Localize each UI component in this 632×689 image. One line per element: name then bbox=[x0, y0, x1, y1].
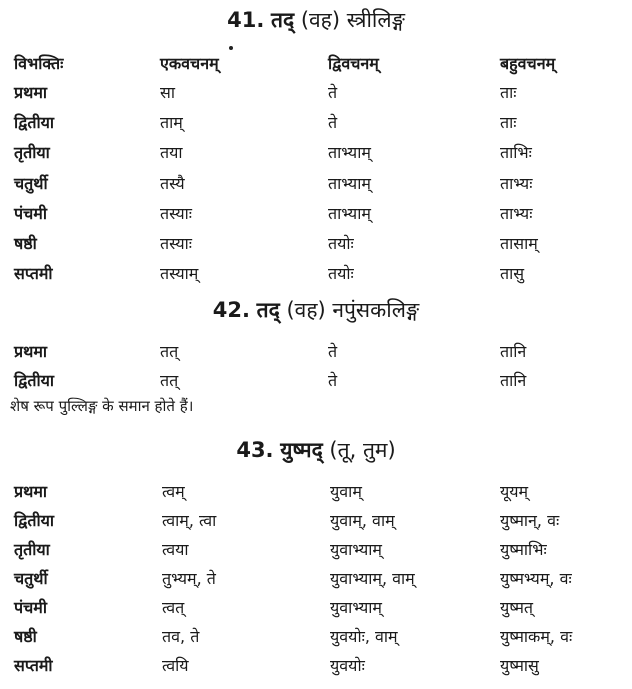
table-row bbox=[0, 654, 632, 678]
dual-form: ते bbox=[328, 83, 338, 102]
dual-form: युवाम्, वाम् bbox=[330, 511, 395, 530]
plural-form: युष्मभ्यम्, वः bbox=[500, 569, 572, 588]
table-row bbox=[0, 81, 632, 105]
plural-form: तानि bbox=[500, 342, 527, 361]
table-header-row bbox=[0, 52, 632, 76]
table-row bbox=[0, 596, 632, 620]
section-42-number: 42. bbox=[212, 298, 250, 322]
remaining-forms-note: शेष रूप पुल्लिङ्ग के समान होते हैं। bbox=[10, 397, 194, 415]
singular-form: त्वाम्, त्वा bbox=[162, 511, 217, 530]
section-42-heading bbox=[0, 296, 632, 324]
table-row bbox=[0, 625, 632, 649]
section-43-word: युष्मद् bbox=[280, 438, 323, 462]
singular-form: त्वत् bbox=[162, 598, 185, 617]
singular-form: तस्याः bbox=[160, 204, 193, 223]
plural-form: ताभ्यः bbox=[500, 204, 533, 223]
table-row bbox=[0, 480, 632, 504]
case-name: द्वितीया bbox=[14, 371, 55, 390]
section-43-heading bbox=[0, 436, 632, 464]
stray-dot-mark bbox=[229, 46, 233, 50]
plural-form: तासाम् bbox=[500, 234, 538, 253]
case-name: पंचमी bbox=[14, 598, 47, 617]
table-row bbox=[0, 340, 632, 364]
dual-form: युवयोः, वाम् bbox=[330, 627, 398, 646]
plural-form: ताः bbox=[500, 113, 517, 132]
dual-form: ताभ्याम् bbox=[328, 204, 371, 223]
case-name: पंचमी bbox=[14, 204, 47, 223]
table-row bbox=[0, 369, 632, 393]
case-name: तृतीया bbox=[14, 143, 50, 162]
plural-form: युष्मत् bbox=[500, 598, 534, 617]
table-row bbox=[0, 111, 632, 135]
dual-form: युवाभ्याम् bbox=[330, 598, 382, 617]
dual-form: युवाभ्याम् bbox=[330, 540, 382, 559]
section-41-heading bbox=[0, 6, 632, 34]
dual-form: युवाभ्याम्, वाम् bbox=[330, 569, 415, 588]
section-43-meaning: (तू, तुम) bbox=[322, 438, 396, 462]
header-singular: एकवचनम् bbox=[160, 54, 219, 73]
section-43-number: 43. bbox=[236, 438, 274, 462]
table-row bbox=[0, 141, 632, 165]
plural-form: युष्मान्, वः bbox=[500, 511, 560, 530]
singular-form: तुभ्यम्, ते bbox=[162, 569, 216, 588]
singular-form: तत् bbox=[160, 371, 179, 390]
case-name: प्रथमा bbox=[14, 482, 48, 501]
plural-form: तासु bbox=[500, 264, 525, 283]
case-name: षष्ठी bbox=[14, 627, 37, 646]
case-name: द्वितीया bbox=[14, 511, 55, 530]
singular-form: त्वयि bbox=[162, 656, 189, 675]
table-row bbox=[0, 509, 632, 533]
case-name: चतुर्थी bbox=[14, 569, 48, 588]
table-row bbox=[0, 567, 632, 591]
dual-form: तयोः bbox=[328, 234, 354, 253]
case-name: प्रथमा bbox=[14, 342, 48, 361]
plural-form: ताभ्यः bbox=[500, 174, 533, 193]
section-41-gender: (वह) स्त्रीलिङ्ग bbox=[294, 8, 405, 32]
table-row bbox=[0, 232, 632, 256]
case-name: सप्तमी bbox=[14, 656, 53, 675]
plural-form: तानि bbox=[500, 371, 527, 390]
header-plural: बहुवचनम् bbox=[500, 54, 556, 73]
table-row bbox=[0, 538, 632, 562]
dual-form: ते bbox=[328, 371, 338, 390]
singular-form: तस्याम् bbox=[160, 264, 199, 283]
plural-form: ताः bbox=[500, 83, 517, 102]
case-name: प्रथमा bbox=[14, 83, 48, 102]
table-row bbox=[0, 172, 632, 196]
singular-form: तत् bbox=[160, 342, 179, 361]
singular-form: तस्यै bbox=[160, 174, 185, 193]
dual-form: युवाम् bbox=[330, 482, 362, 501]
singular-form: त्वया bbox=[162, 540, 189, 559]
table-row bbox=[0, 262, 632, 286]
case-name: द्वितीया bbox=[14, 113, 55, 132]
plural-form: युष्माकम्, वः bbox=[500, 627, 573, 646]
singular-form: तस्याः bbox=[160, 234, 193, 253]
dual-form: ताभ्याम् bbox=[328, 143, 371, 162]
case-name: तृतीया bbox=[14, 540, 50, 559]
plural-form: युष्माभिः bbox=[500, 540, 547, 559]
case-name: चतुर्थी bbox=[14, 174, 48, 193]
section-41-word: तद् bbox=[271, 8, 295, 32]
header-vibhakti: विभक्तिः bbox=[14, 54, 64, 73]
section-42-word: तद् bbox=[256, 298, 280, 322]
singular-form: तया bbox=[160, 143, 183, 162]
dual-form: तयोः bbox=[328, 264, 354, 283]
plural-form: युष्मासु bbox=[500, 656, 539, 675]
case-name: षष्ठी bbox=[14, 234, 37, 253]
table-row bbox=[0, 202, 632, 226]
plural-form: यूयम् bbox=[500, 482, 529, 501]
singular-form: त्वम् bbox=[162, 482, 185, 501]
dual-form: ते bbox=[328, 113, 338, 132]
plural-form: ताभिः bbox=[500, 143, 532, 162]
singular-form: सा bbox=[160, 83, 175, 102]
header-dual: द्विवचनम् bbox=[328, 54, 379, 73]
dual-form: ते bbox=[328, 342, 338, 361]
section-41-number: 41. bbox=[227, 8, 265, 32]
singular-form: ताम् bbox=[160, 113, 183, 132]
case-name: सप्तमी bbox=[14, 264, 53, 283]
dual-form: ताभ्याम् bbox=[328, 174, 371, 193]
singular-form: तव, ते bbox=[162, 627, 200, 646]
dual-form: युवयोः bbox=[330, 656, 365, 675]
section-42-gender: (वह) नपुंसकलिङ्ग bbox=[279, 298, 420, 322]
